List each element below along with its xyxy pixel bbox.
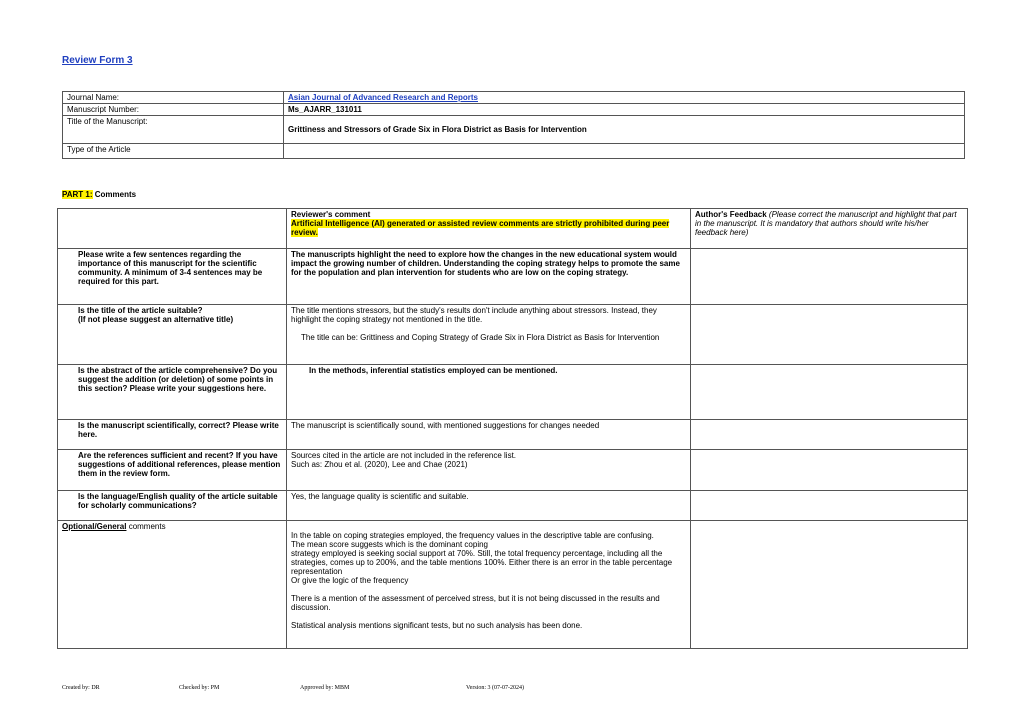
question-title-line2: (If not please suggest an alternative title): [78, 315, 234, 324]
title-label: Title of the Manuscript:: [63, 116, 284, 144]
author-title: Author's Feedback: [695, 210, 767, 219]
question-abstract: Is the abstract of the article comprehensive? Do you suggest the addition (or deletion) of some points in this section? Please write your suggestions here.: [58, 365, 287, 420]
author-feedback-language[interactable]: [691, 491, 968, 521]
comment-abstract-text: In the methods, inferential statistics employed can be mentioned.: [309, 366, 558, 375]
manuscript-number-label: Manuscript Number:: [63, 104, 284, 116]
author-feedback-title[interactable]: [691, 305, 968, 365]
question-title: [58, 305, 287, 365]
comment-language: Yes, the language quality is scientific and suitable.: [287, 491, 691, 521]
question-references: Are the references sufficient and recent? If you have suggestions of additional references, please mention them in the review form.: [58, 450, 287, 491]
question-importance: Please write a few sentences regarding the importance of this manuscript for the scientific community. A minimum of 3-4 sentences may be required for this part.: [58, 249, 287, 305]
optional-p2: The mean score suggests which is the dominant coping: [291, 540, 488, 549]
review-row-scientific: [58, 420, 968, 450]
footer-approved: Approved by: MBM: [300, 685, 350, 691]
author-feedback-scientific[interactable]: [691, 420, 968, 450]
comment-references: [287, 450, 691, 491]
optional-p4: Or give the logic of the frequency: [291, 576, 409, 585]
journal-label: Journal Name:: [63, 92, 284, 104]
manuscript-number-row: [63, 104, 965, 116]
part-label: PART 1:: [62, 190, 93, 199]
author-note: (Please correct the manuscript and highlight that part in the manuscript. It is mandatory that authors should write his/her feedback here): [695, 210, 957, 237]
header-empty-cell: [58, 209, 287, 249]
review-comments-table: [57, 208, 968, 649]
question-title-line1: Is the title of the article suitable?: [78, 306, 203, 315]
optional-p5: There is a mention of the assessment of perceived stress, but it is not being discussed in the results and discussion.: [291, 594, 660, 612]
comment-optional: [287, 521, 691, 649]
question-scientific: Is the manuscript scientifically, correct? Please write here.: [58, 420, 287, 450]
comment-references-p1: Sources cited in the article are not included in the reference list.: [291, 451, 517, 460]
review-row-abstract: [58, 365, 968, 420]
optional-p6: Statistical analysis mentions significant tests, but no such analysis has been done.: [291, 621, 583, 630]
review-row-language: [58, 491, 968, 521]
footer-created: Created by: DR: [62, 685, 100, 691]
journal-link[interactable]: Asian Journal of Advanced Research and Reports: [288, 93, 478, 102]
question-language: Is the language/English quality of the article suitable for scholarly communications?: [58, 491, 287, 521]
title-row: [63, 116, 965, 144]
author-feedback-importance[interactable]: [691, 249, 968, 305]
journal-row: [63, 92, 965, 104]
review-row-importance: [58, 249, 968, 305]
optional-label-rest: comments: [126, 522, 166, 531]
optional-p1: In the table on coping strategies employed, the frequency values in the descriptive table are confusing.: [291, 531, 654, 540]
comment-title: [287, 305, 691, 365]
reviewer-header: [287, 209, 691, 249]
comment-title-p1: The title mentions stressors, but the study's results don't include anything about stressors. Instead, they highlight the coping strategy not mentioned in the title.: [291, 306, 657, 324]
author-feedback-optional[interactable]: [691, 521, 968, 649]
form-title: Review Form 3: [62, 55, 133, 66]
comment-title-p2: The title can be: Grittiness and Coping Strategy of Grade Six in Flora District as Basis for Intervention: [301, 333, 660, 342]
review-header-row: [58, 209, 968, 249]
footer-checked: Checked by: PM: [179, 685, 220, 691]
author-feedback-references[interactable]: [691, 450, 968, 491]
journal-value-cell: [284, 92, 965, 104]
author-header: [691, 209, 968, 249]
reviewer-title: Reviewer's comment: [291, 210, 371, 219]
manuscript-number-value: Ms_AJARR_131011: [284, 104, 965, 116]
manuscript-info-table: [62, 91, 965, 159]
review-row-title: [58, 305, 968, 365]
comment-references-p2: Such as: Zhou et al. (2020), Lee and Chae (2021): [291, 460, 468, 469]
part-suffix: Comments: [92, 190, 137, 199]
comment-scientific: The manuscript is scientifically sound, with mentioned suggestions for changes needed: [287, 420, 691, 450]
comment-importance: The manuscripts highlight the need to explore how the changes in the new educational system would impact the growing number of children. Understanding the coping strategy helps to promote the same for the population and plan intervention for students who are low on the coping strategy.: [287, 249, 691, 305]
optional-label: Optional/General: [62, 522, 127, 531]
article-type-label: Type of the Article: [63, 144, 284, 159]
review-row-optional: [58, 521, 968, 649]
optional-label-cell: [58, 521, 287, 649]
comment-abstract: [287, 365, 691, 420]
optional-p3: strategy employed is seeking social support at 70%. Still, the total frequency percentage, including all the strategies, comes up to 200%, and the table mentions 100%. Either there is an error in the table percentage representation: [291, 549, 673, 576]
title-value: Grittiness and Stressors of Grade Six in Flora District as Basis for Intervention: [284, 116, 965, 144]
ai-policy-note: Artificial Intelligence (AI) generated or assisted review comments are strictly prohibited during peer review.: [291, 219, 670, 237]
part-heading: [62, 190, 136, 199]
article-type-row: [63, 144, 965, 159]
footer-version: Version: 3 (07-07-2024): [466, 685, 524, 691]
review-row-references: [58, 450, 968, 491]
article-type-value: [284, 144, 965, 159]
author-feedback-abstract[interactable]: [691, 365, 968, 420]
